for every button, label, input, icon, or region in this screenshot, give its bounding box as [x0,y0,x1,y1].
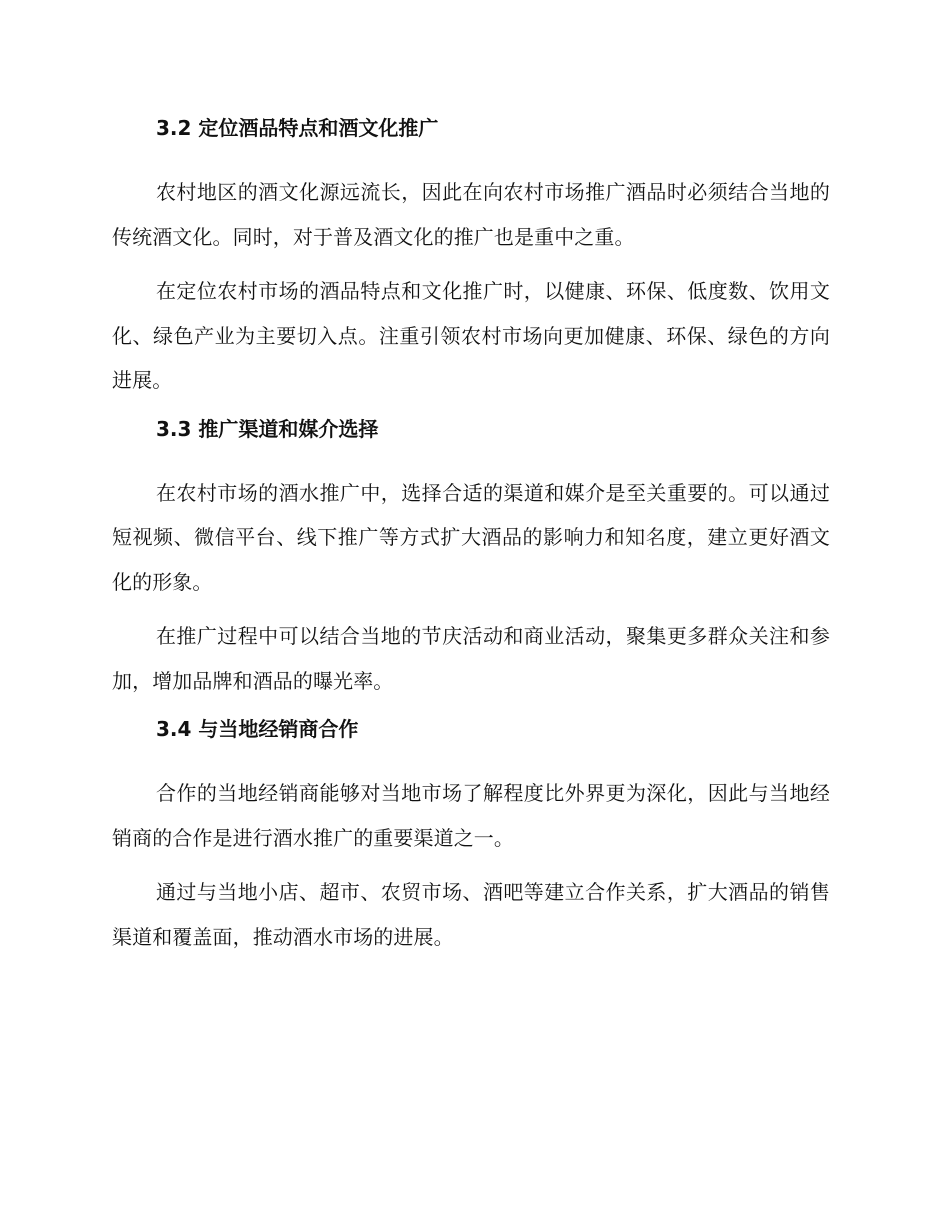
paragraph: 在推广过程中可以结合当地的节庆活动和商业活动，聚集更多群众关注和参加，增加品牌和酒品的曝光率。 [112,624,830,693]
paragraph: 合作的当地经销商能够对当地市场了解程度比外界更为深化，因此与当地经销商的合作是进行酒水推广的重要渠道之一。 [112,781,830,850]
paragraph: 在农村市场的酒水推广中，选择合适的渠道和媒介是至关重要的。可以通过短视频、微信平台、线下推广等方式扩大酒品的影响力和知名度，建立更好酒文化的形象。 [112,480,830,594]
paragraph: 农村地区的酒文化源远流长，因此在向农村市场推广酒品时必须结合当地的传统酒文化。同时，对于普及酒文化的推广也是重中之重。 [112,180,830,249]
section-heading-3-4: 3.4 与当地经销商合作 [156,717,359,741]
section-heading-3-3: 3.3 推广渠道和媒介选择 [156,416,379,441]
section-heading-3-2: 3.2 定位酒品特点和酒文化推广 [156,116,439,140]
paragraph: 通过与当地小店、超市、农贸市场、酒吧等建立合作关系，扩大酒品的销售渠道和覆盖面，推动酒水市场的进展。 [112,880,830,949]
paragraph: 在定位农村市场的酒品特点和文化推广时，以健康、环保、低度数、饮用文化、绿色产业为主要切入点。注重引领农村市场向更加健康、环保、绿色的方向进展。 [112,279,830,392]
